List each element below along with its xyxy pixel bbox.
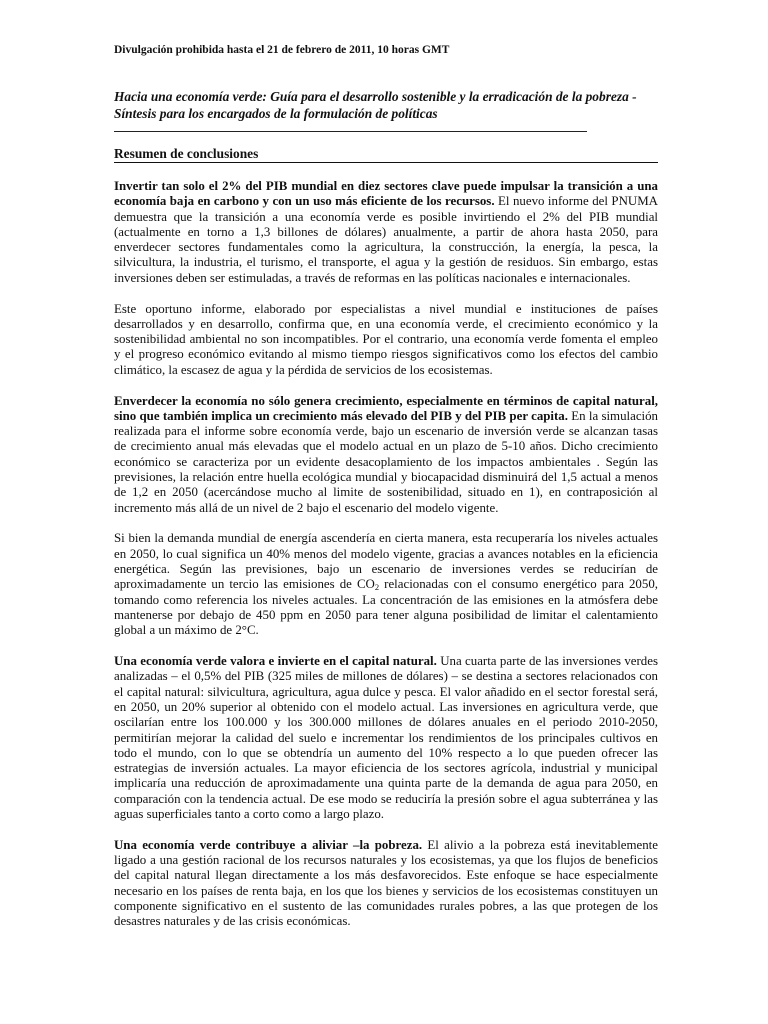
paragraph-text: Una cuarta parte de las inversiones verdes analizadas – el 0,5% del PIB (325 miles de millones de dólares) – se destina a sectores relacionados con el capital natural: silvicultura, agricultura, agua dulce y pesca. El valor añadido en el sector forestal será, en 2050, un 20% superior al obtenido con el modelo actual. Las inversiones en agricultura verde, que oscilarían entre los 100.000 y los 300.000 millones de dólares anuales en el periodo 2010-2050, permitirían mejorar la calidad del suelo e incrementar los rendimientos de los principales cultivos en todo el mundo, con lo que se obtendría un aumento del 10% respecto a lo que pueden ofrecer las estrategias de inversión actuales. La mayor eficiencia de los sectores agrícola, industrial y municipal implicaría una reducción de aproximadamente una quinta parte de la demanda de agua para 2050, en comparación con la tendencia actual. De ese modo se reduciría la presión sobre el agua subterránea y las aguas superficiales tanto a corto como a largo plazo. — [114, 654, 658, 821]
paragraph-text-part-2: relacionadas con el consumo energético para 2050, tomando como referencia los niveles actuales. La concentración de las emisiones en la atmósfera debe mantenerse por debajo de 450 ppm en 2050 para tener alguna posibilidad de limitar el calentamiento global a un máximo de 2°C. — [114, 577, 658, 638]
document-title-line-1: Hacia una economía verde: Guía para el desarrollo sostenible y la erradicación de la pobreza - — [114, 89, 637, 104]
paragraph-growth — [114, 394, 658, 516]
document-body — [114, 179, 658, 945]
paragraph-text-part-1: Si bien la demanda mundial de energía ascendería en cierta manera, esta recuperaría los niveles actuales en 2050, lo cual significa un 40% menos del modelo vigente, gracias a avances notables en la eficiencia energética. Según las previsiones, bajo un escenario de inversiones verdes se reducirían de aproximadamente un tercio las emisiones de CO — [114, 531, 658, 592]
paragraph-text: Este oportuno informe, elaborado por especialistas a nivel mundial e instituciones de países desarrollados y en desarrollo, confirma que, en una economía verde, el crecimiento económico y la sostenibilidad ambiental no son incompatibles. Por el contrario, una economía verde fomenta el empleo y el progreso económico evitando al mismo tiempo riesgos significativos como los efectos del cambio climático, la escasez de agua y la pérdida de servicios de los ecosistemas. — [114, 301, 658, 377]
paragraph-text: El alivio a la pobreza está inevitablemente ligado a una gestión racional de los recursos naturales y los ecosistemas, ya que los flujos de beneficios del capital natural llegan directamente a los más desfavorecidos. Este enfoque se hace especialmente necesario en los países de renta baja, en los que los bienes y servicios de los ecosistemas constituyen un componente significativo en el sustento de las comunidades rurales pobres, a las que protegen de los desastres naturales y de las crisis económicas. — [114, 837, 658, 929]
co2-subscript: 2 — [374, 582, 380, 593]
section-heading: Resumen de conclusiones — [114, 146, 259, 161]
embargo-notice: Divulgación prohibida hasta el 21 de febrero de 2011, 10 horas GMT — [114, 44, 450, 56]
document-title — [114, 89, 659, 122]
document-title-line-2: Síntesis para los encargados de la formulación de políticas — [114, 105, 438, 121]
paragraph-energy — [114, 531, 658, 638]
title-underline-rule — [114, 131, 587, 132]
paragraph-lead: Una economía verde contribuye a aliviar –la pobreza. — [114, 837, 423, 852]
paragraph-investment — [114, 179, 658, 286]
section-heading-rule — [114, 162, 658, 163]
paragraph-natural-capital — [114, 654, 658, 822]
paragraph-lead: Invertir tan solo el 2% del PIB mundial en diez sectores clave puede impulsar la transición a una economía baja en carbono y con un uso más eficiente de los recursos. — [114, 179, 658, 209]
paragraph-report-overview — [114, 302, 658, 378]
paragraph-poverty — [114, 838, 658, 930]
paragraph-lead: Enverdecer la economía no sólo genera crecimiento, especialmente en términos de capital natural, sino que también implica un crecimiento más elevado del PIB y del PIB per capita. — [114, 393, 658, 423]
paragraph-text: En la simulación realizada para el informe sobre economía verde, bajo un escenario de inversión verde se alcanzan tasas de crecimiento anual más elevadas que el modelo actual en un plazo de 5-10 años. Dicho crecimiento económico se caracteriza por un evidente desacoplamiento de los impactos ambientales . Según las previsiones, la relación entre huella ecológica mundial y biocapacidad disminuirá del 1,5 actual a menos de 1,2 en 2050 (acercándose mucho al limite de sostenibilidad, situado en 1), en contraposición al incremento más allá de un nivel de 2 bajo el escenario del modelo vigente. — [114, 408, 659, 515]
paragraph-lead: Una economía verde valora e invierte en el capital natural. — [114, 654, 437, 669]
paragraph-text: El nuevo informe del PNUMA demuestra que la transición a una economía verde es posible invirtiendo el 2% del PIB mundial (actualmente en torno a 1,3 billones de dólares) anualmente, a partir de ahora hasta 2050, para enverdecer sectores fundamentales como la agricultura, la construcción, la energía, la pesca, la silvicultura, la industria, el turismo, el transporte, el agua y la gestión de residuos. Sin embargo, estas inversiones deben ser estimuladas, a través de reformas en las políticas nacionales e internacionales. — [114, 194, 658, 285]
